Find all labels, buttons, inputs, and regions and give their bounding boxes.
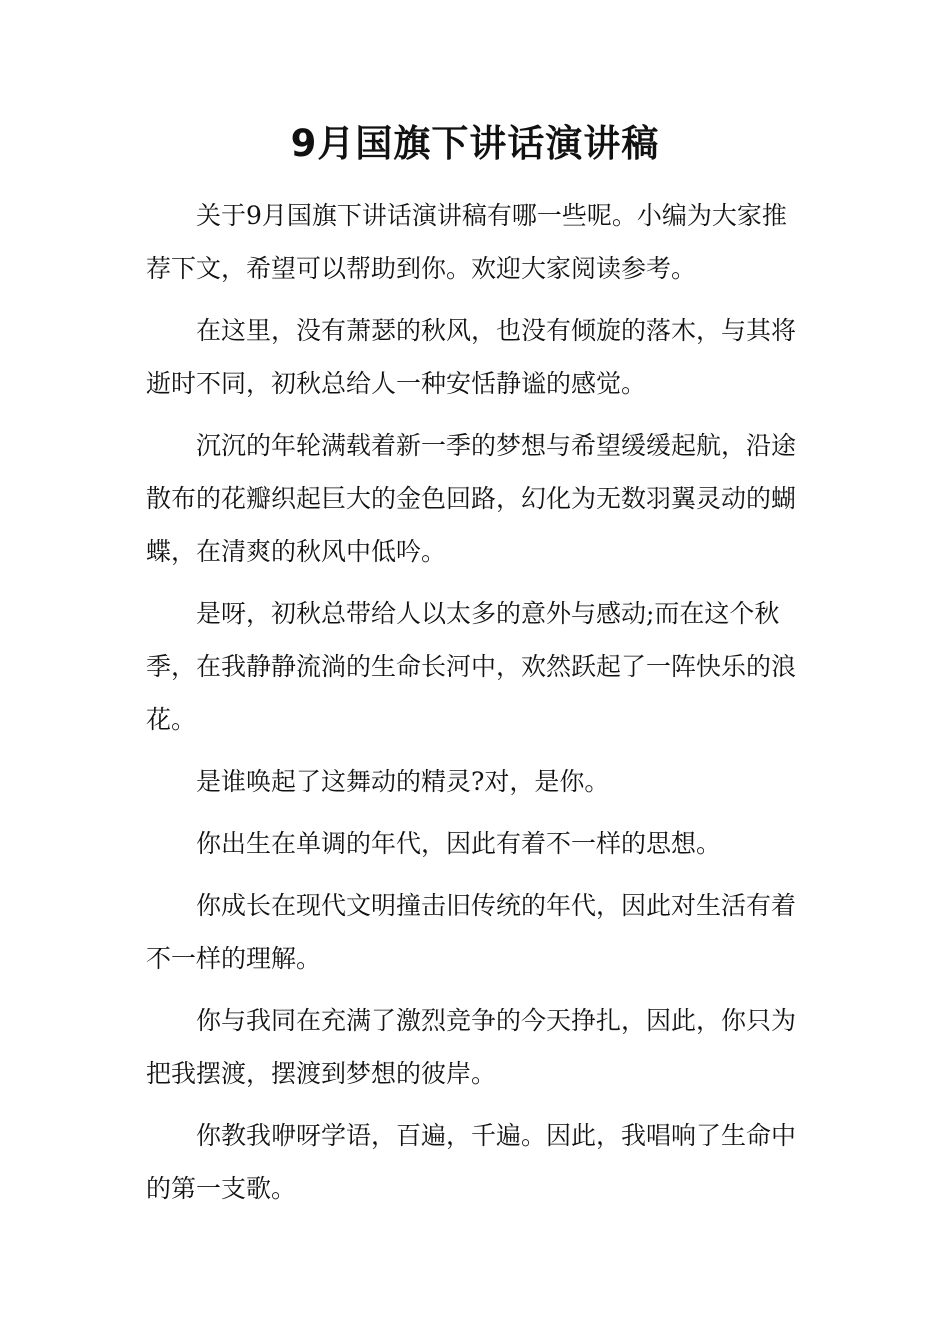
paragraph: 关于9月国旗下讲话演讲稿有哪一些呢。小编为大家推荐下文，希望可以帮助到你。欢迎大家阅读参考。 xyxy=(146,201,787,283)
paragraph: 你成长在现代文明撞击旧传统的年代，因此对生活有着不一样的理解。 xyxy=(146,891,797,973)
document-body xyxy=(146,189,808,1224)
paragraph: 在这里，没有萧瑟的秋风，也没有倾旋的落木，与其将逝时不同，初秋总给人一种安恬静谧的感觉。 xyxy=(146,316,797,398)
paragraph: 你教我咿呀学语，百遍，千遍。因此，我唱响了生命中的第一支歌。 xyxy=(146,1121,797,1203)
document-title: 9月国旗下讲话演讲稿 xyxy=(290,122,660,165)
paragraph: 沉沉的年轮满载着新一季的梦想与希望缓缓起航，沿途散布的花瓣织起巨大的金色回路，幻化为无数羽翼灵动的蝴蝶，在清爽的秋风中低吟。 xyxy=(146,431,797,566)
paragraph: 你与我同在充满了激烈竞争的今天挣扎，因此，你只为把我摆渡，摆渡到梦想的彼岸。 xyxy=(146,1006,797,1088)
paragraph: 你出生在单调的年代，因此有着不一样的思想。 xyxy=(196,829,722,858)
paragraph: 是谁唤起了这舞动的精灵?对，是你。 xyxy=(196,767,610,796)
paragraph: 是呀，初秋总带给人以太多的意外与感动;而在这个秋季，在我静静流淌的生命长河中，欢然跃起了一阵快乐的浪花。 xyxy=(146,599,797,734)
